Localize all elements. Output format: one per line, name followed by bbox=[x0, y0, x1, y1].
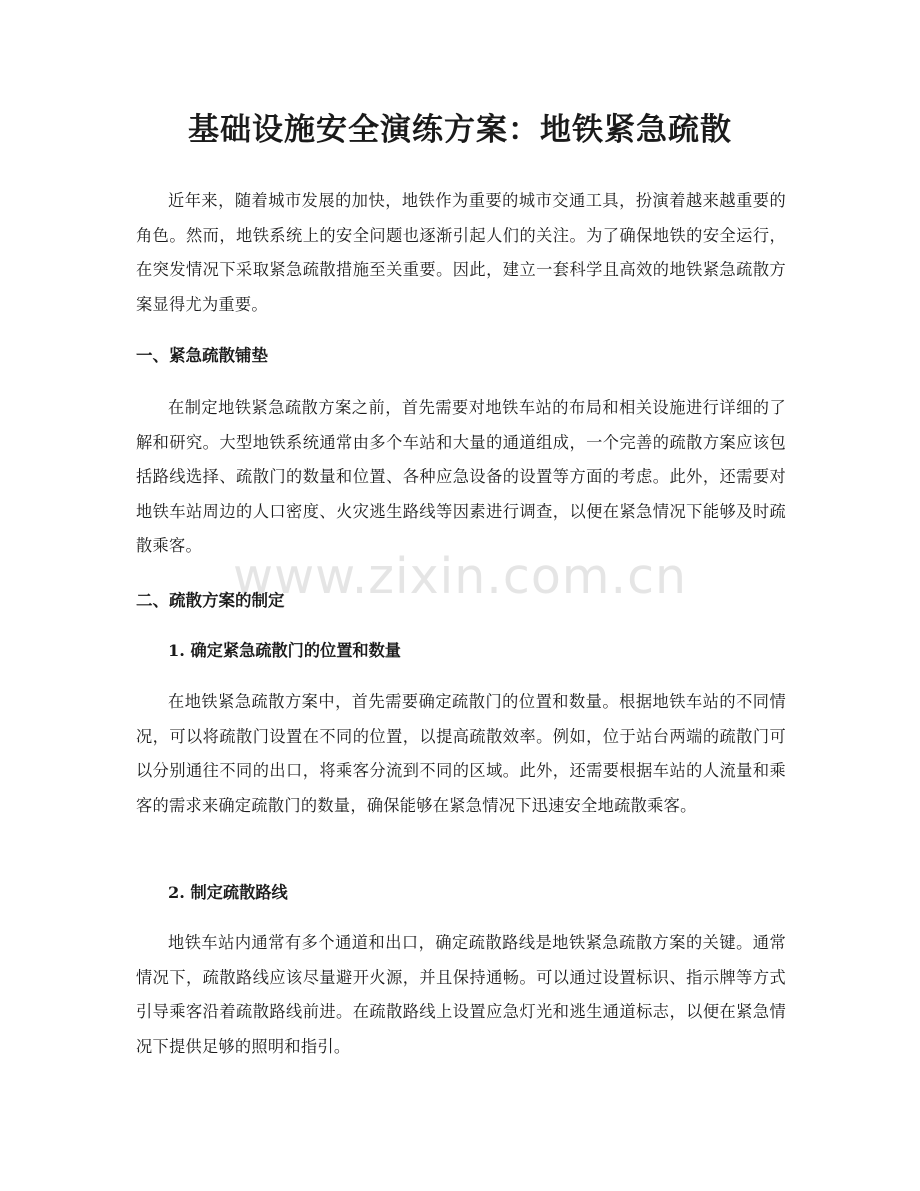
intro-paragraph: 近年来，随着城市发展的加快，地铁作为重要的城市交通工具，扮演着越来越重要的角色。然而，地铁系统上的安全问题也逐渐引起人们的关注。为了确保地铁的安全运行，在突发情况下采取紧急疏散措施至关重要。因此，建立一套科学且高效的地铁紧急疏散方案显得尤为重要。 bbox=[136, 191, 786, 314]
section-heading-1: 一、紧急疏散铺垫 bbox=[136, 346, 268, 365]
section-heading-2: 二、疏散方案的制定 bbox=[136, 591, 285, 610]
watermark: www.zixin.com.cn bbox=[233, 548, 688, 605]
document-title: 基础设施安全演练方案：地铁紧急疏散 bbox=[188, 112, 732, 148]
subsection-heading-1: 1. 确定紧急疏散门的位置和数量 bbox=[168, 641, 401, 660]
subsection-heading-2: 2. 制定疏散路线 bbox=[168, 883, 288, 902]
subsection-1-paragraph: 在地铁紧急疏散方案中，首先需要确定疏散门的位置和数量。根据地铁车站的不同情况，可以将疏散门设置在不同的位置，以提高疏散效率。例如，位于站台两端的疏散门可以分别通往不同的出口，将乘客分流到不同的区域。此外，还需要根据车站的人流量和乘客的需求来确定疏散门的数量，确保能够在紧急情况下迅速安全地疏散乘客。 bbox=[136, 692, 786, 815]
section-1-paragraph: 在制定地铁紧急疏散方案之前，首先需要对地铁车站的布局和相关设施进行详细的了解和研究。大型地铁系统通常由多个车站和大量的通道组成，一个完善的疏散方案应该包括路线选择、疏散门的数量和位置、各种应急设备的设置等方面的考虑。此外，还需要对地铁车站周边的人口密度、火灾逃生路线等因素进行调查，以便在紧急情况下能够及时疏散乘客。 bbox=[136, 398, 786, 555]
subsection-2-paragraph: 地铁车站内通常有多个通道和出口，确定疏散路线是地铁紧急疏散方案的关键。通常情况下，疏散路线应该尽量避开火源，并且保持通畅。可以通过设置标识、指示牌等方式引导乘客沿着疏散路线前进。在疏散路线上设置应急灯光和逃生通道标志，以便在紧急情况下提供足够的照明和指引。 bbox=[136, 933, 786, 1056]
